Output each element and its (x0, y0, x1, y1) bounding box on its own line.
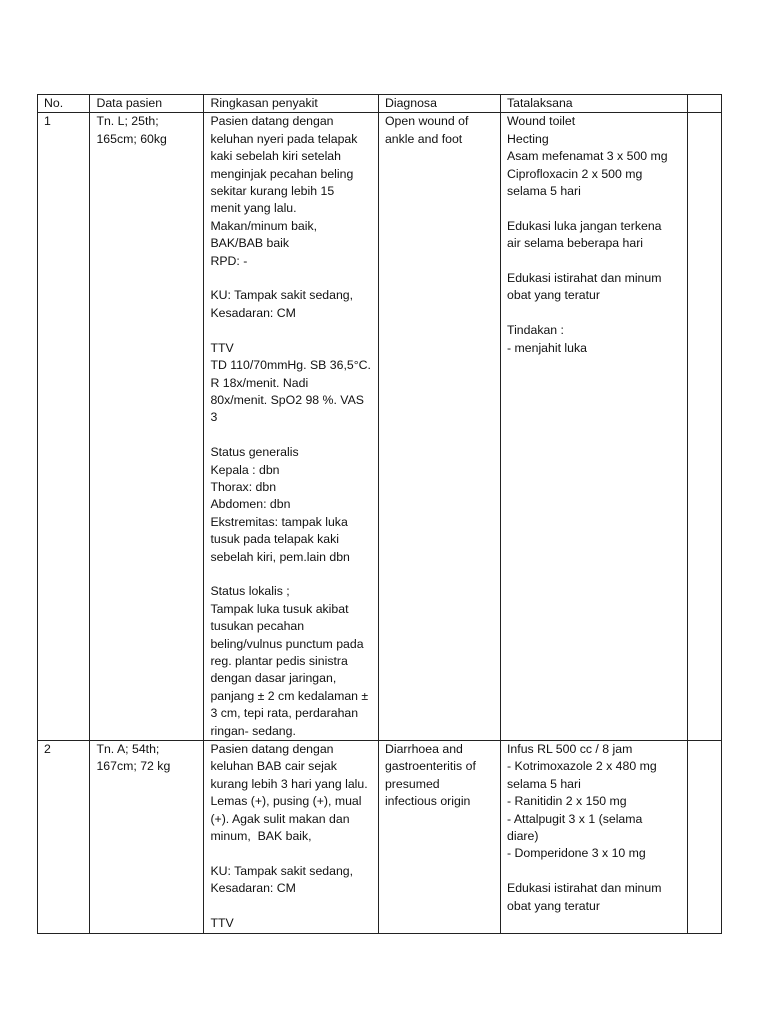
cell-no: 1 (38, 113, 90, 741)
cell-extra (687, 741, 721, 933)
header-diagnosis: Diagnosa (378, 95, 500, 113)
header-no: No. (38, 95, 90, 113)
header-row (38, 95, 722, 113)
cell-extra (687, 113, 721, 741)
header-disease-summary: Ringkasan penyakit (204, 95, 379, 113)
cell-disease-summary: Pasien datang dengan keluhan nyeri pada telapak kaki sebelah kiri setelah menginjak pecahan beling sekitar kurang lebih 15 menit yang lalu. Makan/minum baik, BAK/BAB baik RPD: - KU: Tampak sakit sedang, Kesadaran: CM TTV TD 110/70mmHg. SB 36,5°C. R 18x/menit. Nadi 80x/menit. SpO2 98 %. VAS 3 Status generalis Kepala : dbn Thorax: dbn Abdomen: dbn Ekstremitas: tampak luka tusuk pada telapak kaki sebelah kiri, pem.lain dbn Status lokalis ; Tampak luka tusuk akibat tusukan pecahan beling/vulnus punctum pada reg. plantar pedis sinistra dengan dasar jaringan, panjang ± 2 cm kedalaman ± 3 cm, tepi rata, perdarahan ringan- sedang. (204, 113, 379, 741)
cell-diagnosis: Diarrhoea and gastroenteritis of presumed infectious origin (378, 741, 500, 933)
cell-diagnosis: Open wound of ankle and foot (378, 113, 500, 741)
patient-records-table (37, 94, 722, 934)
cell-treatment: Infus RL 500 cc / 8 jam - Kotrimoxazole 2 x 480 mg selama 5 hari - Ranitidin 2 x 150 mg - Attalpugit 3 x 1 (selama diare) - Domperidone 3 x 10 mg Edukasi istirahat dan minum obat yang teratur (501, 741, 688, 933)
header-treatment: Tatalaksana (501, 95, 688, 113)
table-row (38, 113, 722, 741)
cell-patient-data: Tn. L; 25th; 165cm; 60kg (90, 113, 204, 741)
header-extra (687, 95, 721, 113)
cell-patient-data: Tn. A; 54th; 167cm; 72 kg (90, 741, 204, 933)
header-patient-data: Data pasien (90, 95, 204, 113)
table-row (38, 741, 722, 933)
cell-treatment: Wound toilet Hecting Asam mefenamat 3 x 500 mg Ciprofloxacin 2 x 500 mg selama 5 hari Edukasi luka jangan terkena air selama beberapa hari Edukasi istirahat dan minum obat yang teratur Tindakan : - menjahit luka (501, 113, 688, 741)
cell-disease-summary: Pasien datang dengan keluhan BAB cair sejak kurang lebih 3 hari yang lalu. Lemas (+), pusing (+), mual (+). Agak sulit makan dan minum, BAK baik, KU: Tampak sakit sedang, Kesadaran: CM TTV (204, 741, 379, 933)
cell-no: 2 (38, 741, 90, 933)
